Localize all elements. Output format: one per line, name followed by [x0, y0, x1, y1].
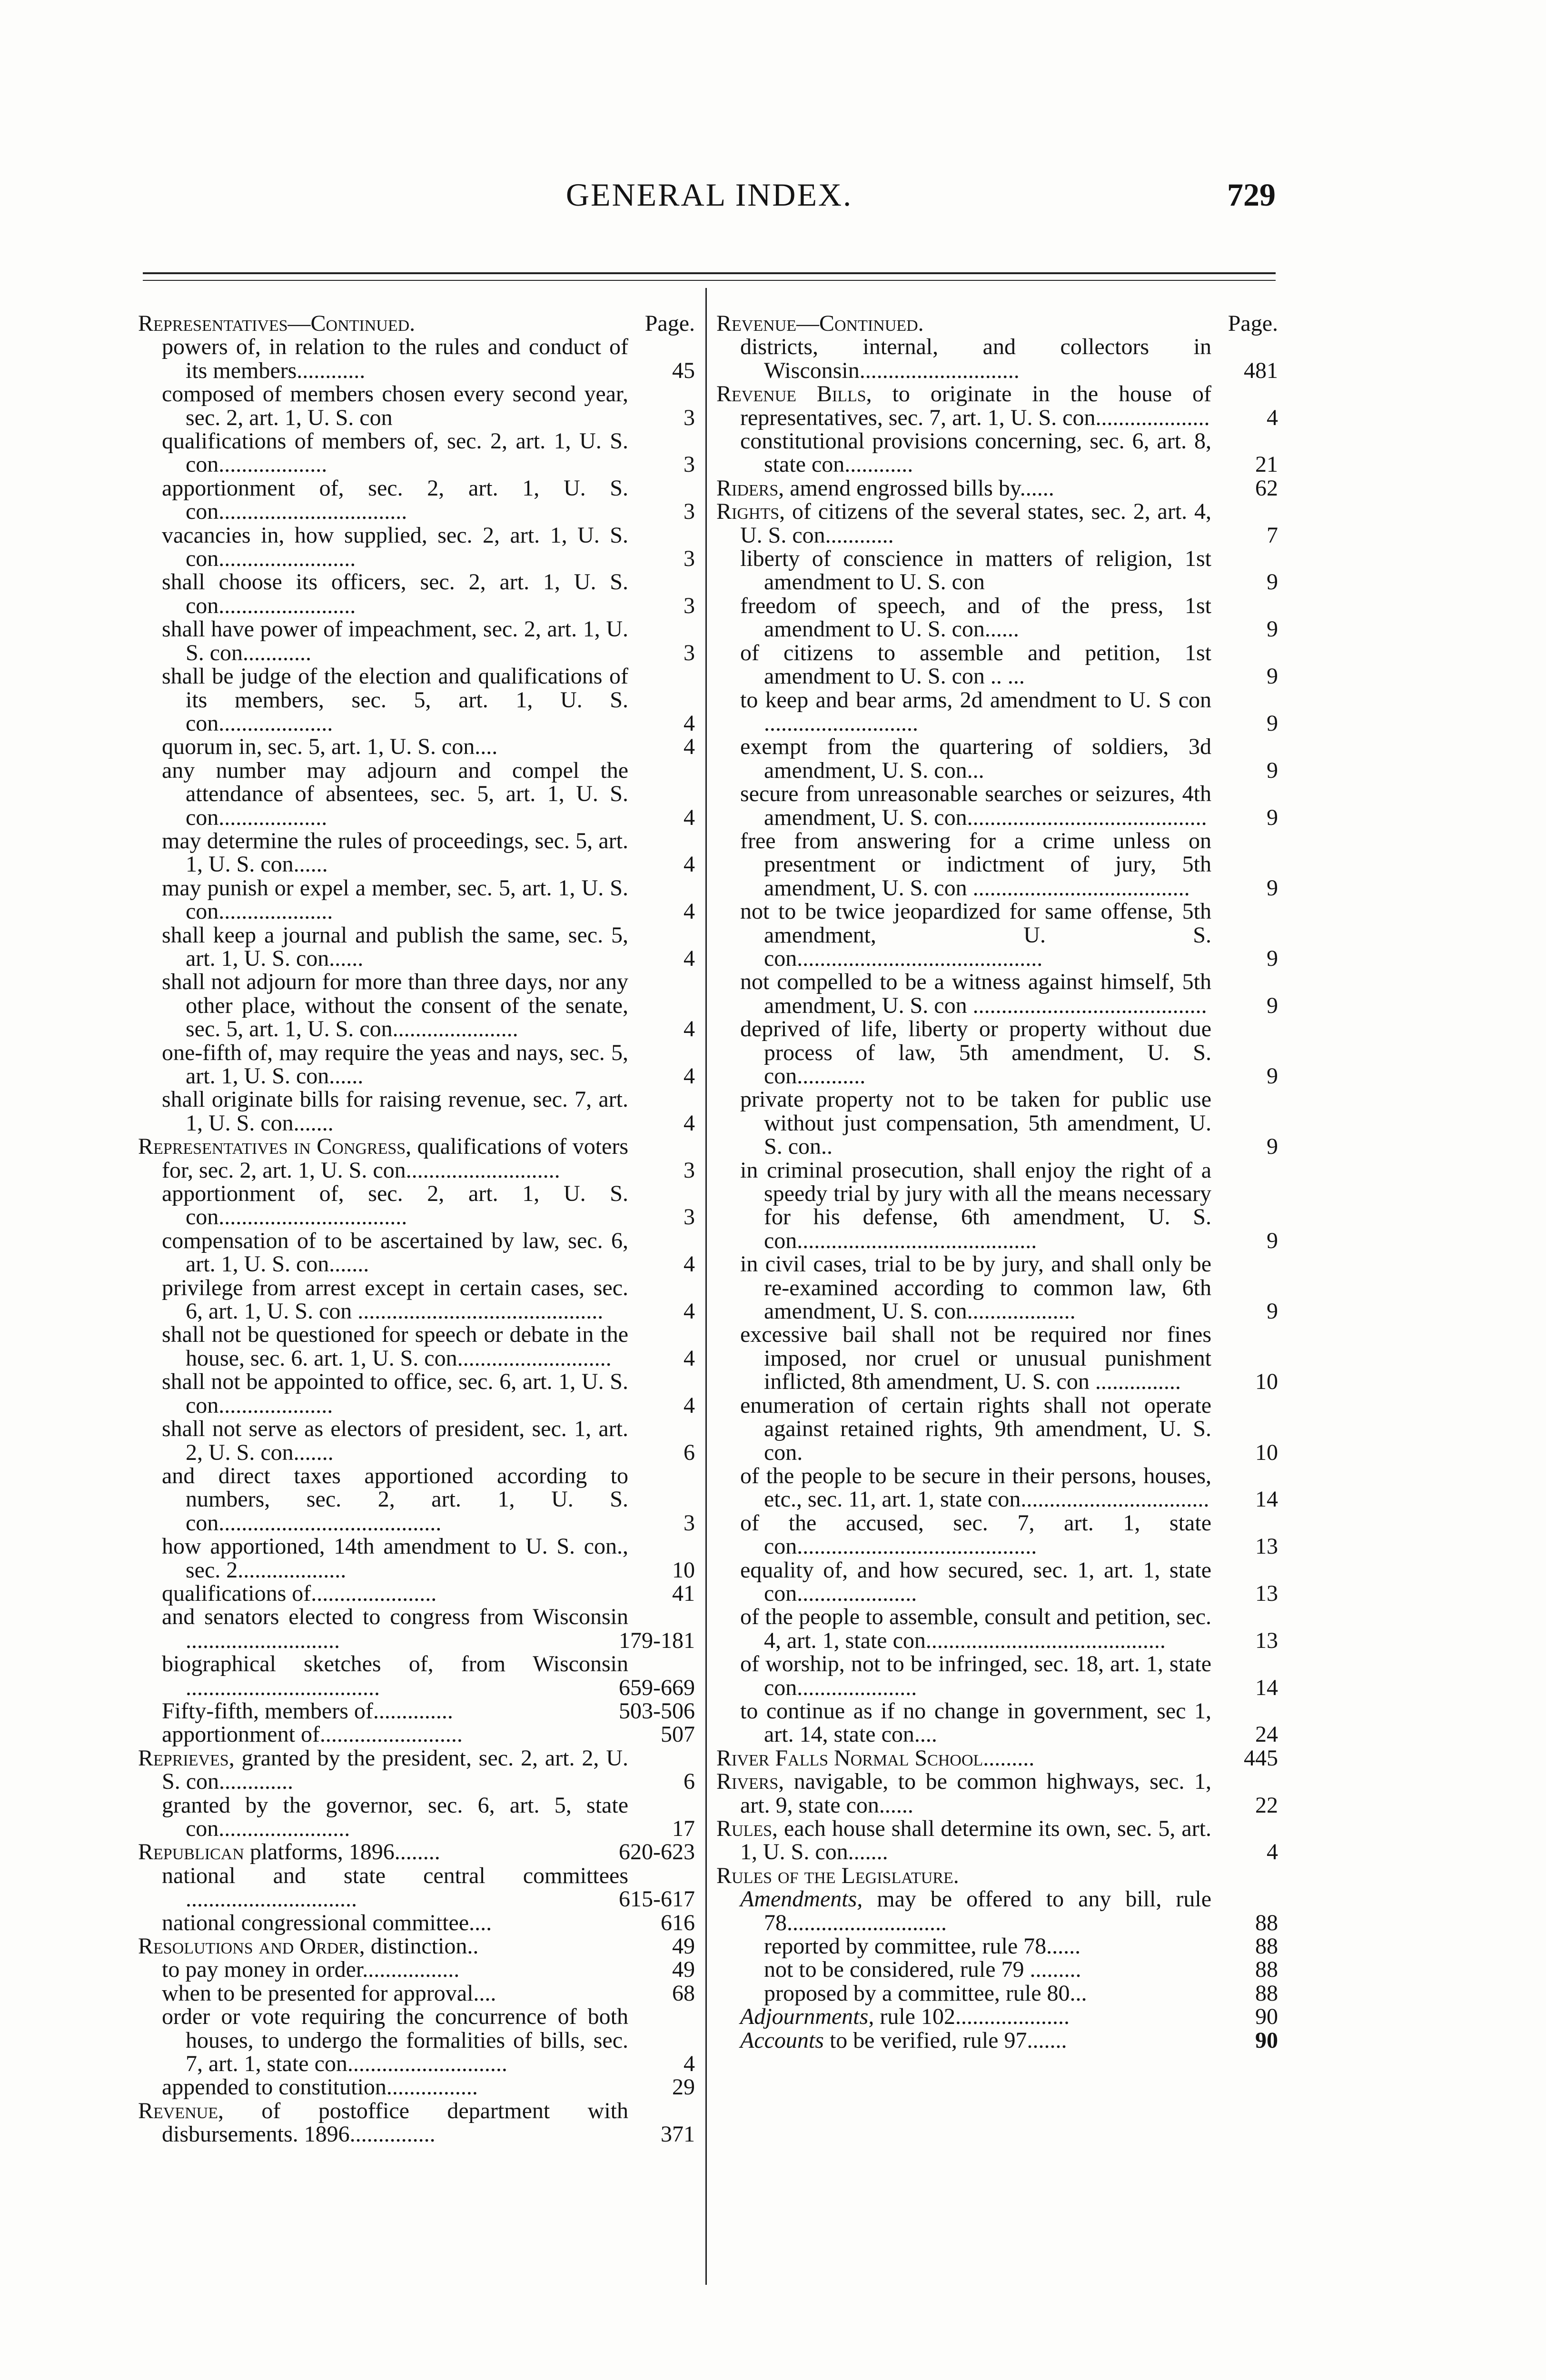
page-reference: 4	[684, 1345, 695, 1371]
index-subentry	[716, 1159, 1278, 1253]
index-subentry	[138, 664, 695, 735]
entry-text: amend engrossed bills by......	[784, 475, 1054, 501]
index-subentry	[716, 782, 1278, 829]
page-reference: 17	[672, 1816, 695, 1841]
entry-text: to pay money in order.................	[162, 1957, 460, 1983]
index-subentry	[716, 1252, 1278, 1323]
index-subentry	[716, 547, 1278, 594]
entry-heading: Rules,	[716, 1816, 778, 1841]
index-subentry	[138, 1723, 695, 1746]
index-entry	[716, 382, 1278, 429]
index-entry	[716, 1864, 1278, 1887]
index-entry	[138, 1135, 695, 1182]
index-subentry	[716, 1605, 1278, 1652]
entry-text: may be offered to any bill, rule 78............................	[764, 1886, 1211, 1935]
page-reference: 88	[1255, 1957, 1278, 1983]
page-reference: 6	[684, 1769, 695, 1795]
entry-heading: Rules of the Legislature.	[716, 1863, 959, 1888]
page-reference: 9	[1267, 992, 1278, 1018]
entry-text: of postoffice department with disbursements. 1896...............	[162, 2098, 628, 2147]
index-subentry	[138, 970, 695, 1041]
page-reference: 3	[684, 1510, 695, 1536]
page-reference: 90	[1255, 2004, 1278, 2030]
page-reference: 9	[1267, 1299, 1278, 1324]
entry-text: navigable, to be common highways, sec. 1, art. 9, state con......	[740, 1769, 1211, 1818]
page-reference: 4	[1267, 1839, 1278, 1865]
page-reference: 9	[1267, 1063, 1278, 1089]
index-entry	[138, 1746, 695, 1794]
column-heading-text: Representatives—Continued.	[138, 311, 416, 336]
page-reference: 4	[684, 1299, 695, 1324]
entry-text: composed of members chosen every second year, sec. 2, art. 1, U. S. con	[162, 381, 628, 430]
index-subentry	[138, 2075, 695, 2099]
page-reference: 4	[1267, 405, 1278, 430]
page-reference: 3	[684, 546, 695, 572]
page-reference: 3	[684, 499, 695, 525]
entry-text: rule 102....................	[874, 2004, 1070, 2030]
page-reference: 179-181	[619, 1627, 695, 1653]
entry-text: vacancies in, how supplied, sec. 2, art. 1, U. S. con........................	[162, 522, 628, 572]
entry-text: compensation of to be ascertained by law, sec. 6, art. 1, U. S. con.......	[162, 1228, 628, 1277]
page-reference: 9	[1267, 569, 1278, 595]
index-subentry	[138, 1652, 695, 1699]
entry-text: and senators elected to congress from Wisconsin ...........................	[162, 1604, 628, 1653]
entry-text: in criminal prosecution, shall enjoy the right of a speedy trial by jury with all the means necessary for his defense, 6th amendment, U. S. con..........................................	[740, 1157, 1211, 1253]
column-heading	[138, 312, 695, 335]
index-subentry	[138, 1464, 695, 1535]
page-reference: 10	[672, 1557, 695, 1583]
entry-text: order or vote requiring the concurrence of both houses, to undergo the formalities of bills, sec. 7, art. 1, state con............................	[162, 2004, 628, 2077]
entry-text: not to be twice jeopardized for same offense, 5th amendment, U. S. con...........................................	[740, 899, 1211, 971]
page-reference: 3	[684, 405, 695, 430]
page-reference: 4	[684, 1110, 695, 1136]
entry-text: when to be presented for approval....	[162, 1980, 496, 2006]
entry-text: one-fifth of, may require the yeas and nays, sec. 5, art. 1, U. S. con......	[162, 1040, 628, 1089]
page-reference: 4	[684, 710, 695, 736]
entry-heading: Rivers,	[716, 1769, 784, 1795]
entry-heading: Resolutions and Order,	[138, 1934, 365, 1959]
entry-text: not to be considered, rule 79 .........	[764, 1957, 1081, 1983]
entry-text: powers of, in relation to the rules and conduct of its members............	[162, 334, 628, 383]
index-subentry	[716, 1088, 1278, 1158]
column-heading-text: Revenue—Continued.	[716, 311, 924, 336]
entry-text: in civil cases, trial to be by jury, and shall only be re-examined according to common law, 6th amendment, U. S. con...................	[740, 1251, 1211, 1324]
index-subentry	[716, 688, 1278, 735]
entry-text: not compelled to be a witness against himself, 5th amendment, U. S. con .........................................	[740, 969, 1211, 1018]
index-subentry	[138, 735, 695, 758]
page-reference: 4	[684, 852, 695, 877]
index-subentry	[138, 1982, 695, 2005]
index-entry	[138, 2099, 695, 2146]
entry-heading: Revenue Bills,	[716, 381, 872, 407]
page-reference: 615-617	[619, 1886, 695, 1912]
index-subentry	[716, 1982, 1278, 2005]
page-reference: 481	[1244, 357, 1278, 383]
page-reference: 10	[1255, 1369, 1278, 1395]
entry-heading: Republican	[138, 1839, 244, 1865]
index-subentry	[716, 1511, 1278, 1558]
page-reference: 9	[1267, 1134, 1278, 1160]
index-subentry	[716, 2029, 1278, 2052]
entry-text: platforms, 1896........	[244, 1839, 440, 1865]
entry-text: any number may adjourn and compel the attendance of absentees, sec. 5, art. 1, U. S. con...................	[162, 757, 628, 830]
header-rule-thick	[143, 272, 1276, 274]
index-subentry	[138, 1370, 695, 1417]
entry-heading: Reprieves,	[138, 1745, 235, 1771]
entry-text: shall have power of impeachment, sec. 2, art. 1, U. S. con............	[162, 616, 628, 665]
entry-text: qualifications of......................	[162, 1580, 437, 1606]
column-divider	[705, 288, 707, 2285]
page-reference: 9	[1267, 945, 1278, 971]
entry-text: constitutional provisions concerning, sec. 6, art. 8, state con............	[740, 428, 1211, 477]
index-subentry	[138, 429, 695, 476]
page-reference: 503-506	[619, 1698, 695, 1724]
index-entry	[716, 1817, 1278, 1864]
page-reference: 4	[684, 1392, 695, 1418]
page-reference: 3	[684, 640, 695, 665]
index-subentry	[716, 1394, 1278, 1464]
page-reference: 4	[684, 804, 695, 830]
entry-text: liberty of conscience in matters of religion, 1st amendment to U. S. con	[740, 546, 1211, 595]
page-reference: 22	[1255, 1792, 1278, 1818]
index-subentry	[138, 382, 695, 429]
entry-text: deprived of life, liberty or property without due process of law, 5th amendment, U. S. con............	[740, 1016, 1211, 1089]
index-subentry	[716, 335, 1278, 382]
index-entry	[716, 500, 1278, 547]
page-reference: 9	[1267, 757, 1278, 783]
page-reference: 49	[672, 1957, 695, 1983]
page-reference: 13	[1255, 1580, 1278, 1606]
index-subentry	[138, 524, 695, 571]
index-subentry	[138, 570, 695, 617]
index-subentry	[716, 1958, 1278, 1981]
index-subentry	[138, 759, 695, 829]
entry-text: each house shall determine its own, sec. 5, art. 1, U. S. con.......	[740, 1816, 1211, 1865]
entry-text: may determine the rules of proceedings, sec. 5, art. 1, U. S. con......	[162, 828, 628, 877]
page-reference: 3	[684, 1157, 695, 1183]
page-label: Page.	[644, 311, 695, 336]
index-subentry	[716, 1699, 1278, 1746]
page-reference: 88	[1255, 1910, 1278, 1935]
entry-text: of citizens of the several states, sec. 2, art. 4, U. S. con............	[740, 499, 1211, 548]
page-reference: 3	[684, 452, 695, 477]
entry-text: .........	[983, 1745, 1035, 1771]
index-subentry	[138, 1182, 695, 1229]
page-reference: 371	[661, 2122, 695, 2147]
entry-text: enumeration of certain rights shall not operate against retained rights, 9th amendment, U. S. con.	[740, 1392, 1211, 1465]
index-subentry	[138, 1417, 695, 1464]
index-subentry	[138, 476, 695, 524]
index-subentry	[138, 1088, 695, 1135]
entry-text: districts, internal, and collectors in Wisconsin............................	[740, 334, 1211, 383]
index-subentry	[716, 1323, 1278, 1393]
page-reference: 62	[1255, 475, 1278, 501]
page-reference: 9	[1267, 710, 1278, 736]
entry-text: shall choose its officers, sec. 2, art. 1, U. S. con........................	[162, 569, 628, 618]
index-subentry	[138, 2005, 695, 2075]
page-reference: 10	[1255, 1439, 1278, 1465]
page-reference: 4	[684, 899, 695, 924]
entry-text: qualifications of voters for, sec. 2, art. 1, U. S. con...........................	[162, 1134, 628, 1183]
page-reference: 9	[1267, 664, 1278, 689]
entry-text: privilege from arrest except in certain cases, sec. 6, art. 1, U. S. con ...........................................	[162, 1275, 628, 1324]
entry-text: and direct taxes apportioned according to numbers, sec. 2, art. 1, U. S. con.......................................	[162, 1463, 628, 1536]
index-subentry	[138, 829, 695, 876]
page-reference: 659-669	[619, 1675, 695, 1700]
index-subentry	[138, 1699, 695, 1723]
entry-text: to keep and bear arms, 2d amendment to U. S con ...........................	[740, 687, 1211, 736]
entry-text: proposed by a committee, rule 80...	[764, 1980, 1087, 2006]
right-index-column	[716, 312, 1278, 2052]
index-subentry	[716, 1887, 1278, 1934]
page-reference: 4	[684, 734, 695, 760]
column-heading	[716, 312, 1278, 335]
index-subentry	[716, 970, 1278, 1017]
entry-text: how apportioned, 14th amendment to U. S. con., sec. 2...................	[162, 1534, 628, 1583]
page-header	[143, 176, 1276, 233]
page-reference: 13	[1255, 1627, 1278, 1653]
index-subentry	[716, 1934, 1278, 1958]
page-reference: 24	[1255, 1722, 1278, 1747]
entry-text: of worship, not to be infringed, sec. 18, art. 1, state con.....................	[740, 1651, 1211, 1700]
entry-italic-term: Accounts	[740, 2027, 824, 2053]
entry-text: secure from unreasonable searches or seizures, 4th amendment, U. S. con..........................................	[740, 781, 1211, 830]
index-subentry	[138, 617, 695, 664]
entry-italic-term: Amendments,	[740, 1886, 863, 1912]
page-reference: 13	[1255, 1534, 1278, 1559]
index-subentry	[138, 1794, 695, 1841]
entry-text: shall not be appointed to office, sec. 6, art. 1, U. S. con....................	[162, 1369, 628, 1418]
page-reference: 9	[1267, 1228, 1278, 1253]
entry-text: shall not serve as electors of president, sec. 1, art. 2, U. S. con.......	[162, 1416, 628, 1465]
index-subentry	[716, 900, 1278, 970]
entry-heading: River Falls Normal School	[716, 1745, 983, 1771]
entry-text: biographical sketches of, from Wisconsin ..................................	[162, 1651, 628, 1700]
entry-text: appended to constitution................	[162, 2074, 478, 2100]
entry-text: exempt from the quartering of soldiers, 3d amendment, U. S. con...	[740, 734, 1211, 783]
index-entry	[716, 476, 1278, 500]
index-subentry	[716, 1464, 1278, 1511]
entry-text: of citizens to assemble and petition, 1st amendment to U. S. con .. ...	[740, 640, 1211, 689]
entry-text: distinction..	[365, 1934, 479, 1959]
index-subentry	[716, 594, 1278, 641]
entry-text: of the people to be secure in their persons, houses, etc., sec. 11, art. 1, state con.................................	[740, 1463, 1211, 1512]
entry-heading: Rights,	[716, 499, 785, 525]
page-reference: 49	[672, 1934, 695, 1959]
index-entry	[716, 1746, 1278, 1770]
page-reference: 3	[684, 1204, 695, 1230]
page-reference: 14	[1255, 1675, 1278, 1700]
index-entry	[716, 1770, 1278, 1817]
index-subentry	[716, 641, 1278, 688]
entry-heading: Representatives in Congress,	[138, 1134, 412, 1160]
page-reference: 4	[684, 2051, 695, 2077]
page-reference: 620-623	[619, 1839, 695, 1865]
index-subentry	[138, 1605, 695, 1652]
entry-text: equality of, and how secured, sec. 1, art. 1, state con.....................	[740, 1557, 1211, 1606]
entry-text: granted by the president, sec. 2, art. 2, U. S. con.............	[162, 1745, 628, 1795]
header-rule-thin	[143, 280, 1276, 281]
page-reference: 507	[661, 1722, 695, 1747]
page-reference: 4	[684, 1251, 695, 1277]
entry-text: to continue as if no change in government, sec 1, art. 14, state con....	[740, 1698, 1211, 1747]
entry-heading: Riders,	[716, 475, 784, 501]
index-subentry	[138, 1229, 695, 1276]
entry-text: may punish or expel a member, sec. 5, art. 1, U. S. con....................	[162, 875, 628, 924]
page-reference: 88	[1255, 1934, 1278, 1959]
index-subentry	[138, 923, 695, 971]
entry-text: Fifty-fifth, members of..............	[162, 1698, 453, 1724]
index-entry	[138, 1934, 695, 1958]
entry-text: of the accused, sec. 7, art. 1, state con..........................................	[740, 1510, 1211, 1559]
entry-text: to be verified, rule 97.......	[823, 2027, 1067, 2053]
entry-text: to originate in the house of representatives, sec. 7, art. 1, U. S. con....................	[740, 381, 1211, 430]
page-reference: 3	[684, 593, 695, 618]
entry-text: apportionment of, sec. 2, art. 1, U. S. con.................................	[162, 475, 628, 525]
entry-italic-term: Adjournments,	[740, 2004, 874, 2030]
page-reference: 445	[1244, 1745, 1278, 1771]
index-subentry	[138, 1041, 695, 1088]
page-label: Page.	[1228, 311, 1278, 336]
page-reference: 88	[1255, 1980, 1278, 2006]
index-subentry	[138, 876, 695, 923]
page-reference: 9	[1267, 804, 1278, 830]
entry-text: excessive bail shall not be required nor fines imposed, nor cruel or unusual punishment inflicted, 8th amendment, U. S. con ...............	[740, 1322, 1211, 1395]
index-subentry	[138, 1911, 695, 1934]
index-subentry	[716, 1558, 1278, 1606]
entry-text: apportionment of, sec. 2, art. 1, U. S. con.................................	[162, 1181, 628, 1230]
entry-text: qualifications of members of, sec. 2, art. 1, U. S. con...................	[162, 428, 628, 477]
entry-text: apportionment of.........................	[162, 1722, 463, 1747]
page-reference: 90	[1255, 2027, 1278, 2053]
index-subentry	[138, 1323, 695, 1370]
page-reference: 7	[1267, 522, 1278, 548]
index-subentry	[716, 735, 1278, 782]
page-reference: 29	[672, 2074, 695, 2100]
index-subentry	[716, 2005, 1278, 2028]
page-reference: 4	[684, 945, 695, 971]
entry-text: freedom of speech, and of the press, 1st amendment to U. S. con......	[740, 593, 1211, 642]
page-reference: 41	[672, 1580, 695, 1606]
index-subentry	[138, 1276, 695, 1323]
running-title: GENERAL INDEX.	[565, 177, 853, 213]
page-reference: 9	[1267, 616, 1278, 642]
page-reference: 68	[672, 1980, 695, 2006]
index-subentry	[138, 1958, 695, 1981]
entry-text: shall keep a journal and publish the same, sec. 5, art. 1, U. S. con......	[162, 922, 628, 971]
entry-text: national and state central committees ..............................	[162, 1863, 628, 1912]
entry-text: shall be judge of the election and qualifications of its members, sec. 5, art. 1, U. S. con....................	[162, 664, 628, 736]
page-reference: 4	[684, 1063, 695, 1089]
entry-text: quorum in, sec. 5, art. 1, U. S. con....	[162, 734, 498, 760]
page-reference: 21	[1255, 452, 1278, 477]
index-subentry	[138, 1864, 695, 1911]
index-entry	[138, 1840, 695, 1864]
index-subentry	[138, 1582, 695, 1605]
entry-text: national congressional committee....	[162, 1910, 492, 1935]
page-number: 729	[1227, 177, 1276, 213]
page-reference: 45	[672, 357, 695, 383]
index-subentry	[716, 829, 1278, 900]
page-reference: 4	[684, 1016, 695, 1042]
page-reference: 616	[661, 1910, 695, 1935]
index-subentry	[716, 429, 1278, 476]
entry-text: reported by committee, rule 78......	[764, 1934, 1081, 1959]
entry-text: granted by the governor, sec. 6, art. 5, state con.......................	[162, 1792, 628, 1841]
entry-text: shall not adjourn for more than three days, nor any other place, without the consent of the senate, sec. 5, art. 1, U. S. con......................	[162, 969, 628, 1042]
page-reference: 14	[1255, 1487, 1278, 1512]
entry-text: private property not to be taken for public use without just compensation, 5th amendment, U. S. con..	[740, 1087, 1211, 1160]
entry-text: shall originate bills for raising revenue, sec. 7, art. 1, U. S. con.......	[162, 1087, 628, 1136]
index-subentry	[138, 335, 695, 382]
entry-text: free from answering for a crime unless on presentment or indictment of jury, 5th amendment, U. S. con ......................................	[740, 828, 1211, 901]
entry-text: shall not be questioned for speech or debate in the house, sec. 6. art. 1, U. S. con...........................	[162, 1322, 628, 1371]
left-index-column	[138, 312, 695, 2146]
page-reference: 6	[684, 1439, 695, 1465]
page-reference: 9	[1267, 875, 1278, 901]
index-subentry	[716, 1017, 1278, 1088]
index-subentry	[716, 1652, 1278, 1699]
entry-heading: Revenue,	[138, 2098, 224, 2123]
entry-text: of the people to assemble, consult and petition, sec. 4, art. 1, state con..........................................	[740, 1604, 1211, 1653]
index-subentry	[138, 1535, 695, 1582]
